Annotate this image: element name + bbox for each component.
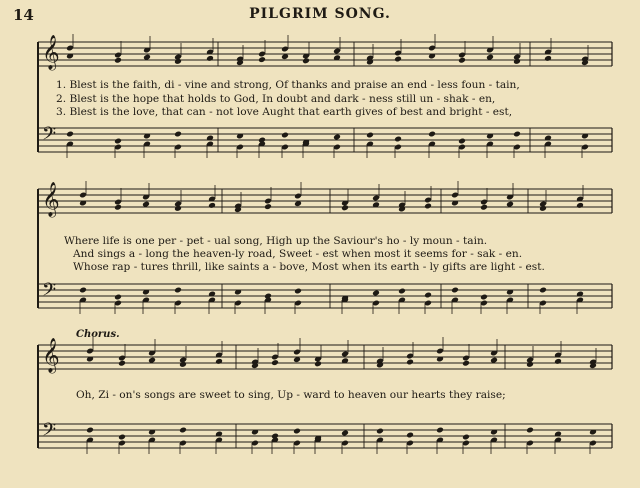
system1-treble-note xyxy=(114,57,122,64)
system1-treble-note xyxy=(174,58,182,65)
system2-bass-note xyxy=(480,294,488,301)
system3-bass-note xyxy=(118,434,126,441)
system2-treble-note xyxy=(341,204,349,211)
chorus-label: Chorus. xyxy=(76,329,120,340)
system3-treble-note xyxy=(314,360,322,367)
system2-bass-note xyxy=(114,294,122,301)
system2-lyric-verse-3: Whose rap - tures thrill, like saints a - bove, Most when its earth - ly gifts are light - est. xyxy=(73,261,545,273)
system3-bass-note xyxy=(376,428,384,435)
system3-treble-note xyxy=(526,361,534,368)
system1-lyric-verse-3: 3. Blest is the love, that can - not love Aught that earth gives of best and bright - est, xyxy=(56,106,513,118)
system1-treble-note xyxy=(458,57,466,64)
system3-treble-note xyxy=(462,360,470,367)
system3-treble-note xyxy=(406,359,414,366)
system1-treble-clef: 𝄞 xyxy=(42,35,60,70)
system1-treble-note xyxy=(513,58,521,65)
system2-treble-note xyxy=(480,204,488,211)
song-title: PILGRIM SONG. xyxy=(249,6,391,22)
system2-treble-note xyxy=(174,205,182,212)
system3-bass-note xyxy=(462,434,470,441)
system3-treble-note xyxy=(554,358,562,365)
system3-bass-note xyxy=(293,428,301,435)
system2-bass-clef: 𝄢 xyxy=(42,280,57,305)
system2-bass-note xyxy=(294,288,302,295)
system1-treble-note xyxy=(258,56,266,63)
system2-bass-note xyxy=(372,290,380,297)
system3-bass-note xyxy=(406,432,414,439)
system2-bass-note xyxy=(451,287,459,294)
system2-bass-note xyxy=(174,287,182,294)
system1-bass-note xyxy=(513,131,521,138)
system3-treble-note xyxy=(179,361,187,368)
system3-treble-clef: 𝄞 xyxy=(42,338,60,373)
system1-bass-note xyxy=(428,131,436,138)
system1-bass-note xyxy=(281,132,289,139)
system2-bass-note xyxy=(398,288,406,295)
system2-treble-note xyxy=(264,203,272,210)
system2-bass-note xyxy=(79,287,87,294)
system2-treble-note xyxy=(539,205,547,212)
page-number: 14 xyxy=(13,6,34,24)
system3-treble-note xyxy=(118,360,126,367)
system1-bass-note xyxy=(66,131,74,138)
system1-bass-note xyxy=(333,134,341,141)
system1-treble-note xyxy=(206,55,214,62)
system2-treble-note xyxy=(576,202,584,209)
system2-bass-note xyxy=(539,287,547,294)
system1-bass-clef: 𝄢 xyxy=(42,124,57,149)
system3-treble-note xyxy=(271,359,279,366)
system1-bass-note xyxy=(394,136,402,143)
system3-bass-note xyxy=(86,427,94,434)
system1-bass-note xyxy=(366,132,374,139)
system2-treble-note xyxy=(114,204,122,211)
system1-lyric-verse-1: 1. Blest is the faith, di - vine and strong, Of thanks and praise an end - less foun - tain, xyxy=(56,79,520,91)
system1-bass-note xyxy=(174,131,182,138)
system1-bass-note xyxy=(114,138,122,145)
system1-treble-note xyxy=(544,55,552,62)
system1-treble-note xyxy=(394,56,402,63)
system3-bass-note xyxy=(341,430,349,437)
system2-treble-note xyxy=(424,203,432,210)
system2-lyric-verse-2: And sings a - long the heaven-ly road, Sweet - est when most it seems for - sak - en. xyxy=(73,248,523,260)
system3-bass-clef: 𝄢 xyxy=(42,420,57,445)
system3-lyric-chorus: Oh, Zi - on's songs are sweet to sing, Up - ward to heaven our hearts they raise; xyxy=(76,389,506,401)
system1-bass-note xyxy=(458,138,466,145)
system1-treble-note xyxy=(302,57,310,64)
system3-bass-note xyxy=(436,427,444,434)
system3-bass-note xyxy=(179,427,187,434)
system2-treble-note xyxy=(208,202,216,209)
system3-bass-note xyxy=(526,427,534,434)
system3-treble-note xyxy=(215,358,223,365)
system2-lyric-verse-1: Where life is one per - pet - ual song, High up the Saviour's ho - ly moun - tain. xyxy=(64,235,488,247)
system2-treble-clef: 𝄞 xyxy=(42,182,60,217)
system1-lyric-verse-2: 2. Blest is the hope that holds to God, In doubt and dark - ness still un - shak - en, xyxy=(56,93,496,105)
system2-bass-note xyxy=(424,292,432,299)
